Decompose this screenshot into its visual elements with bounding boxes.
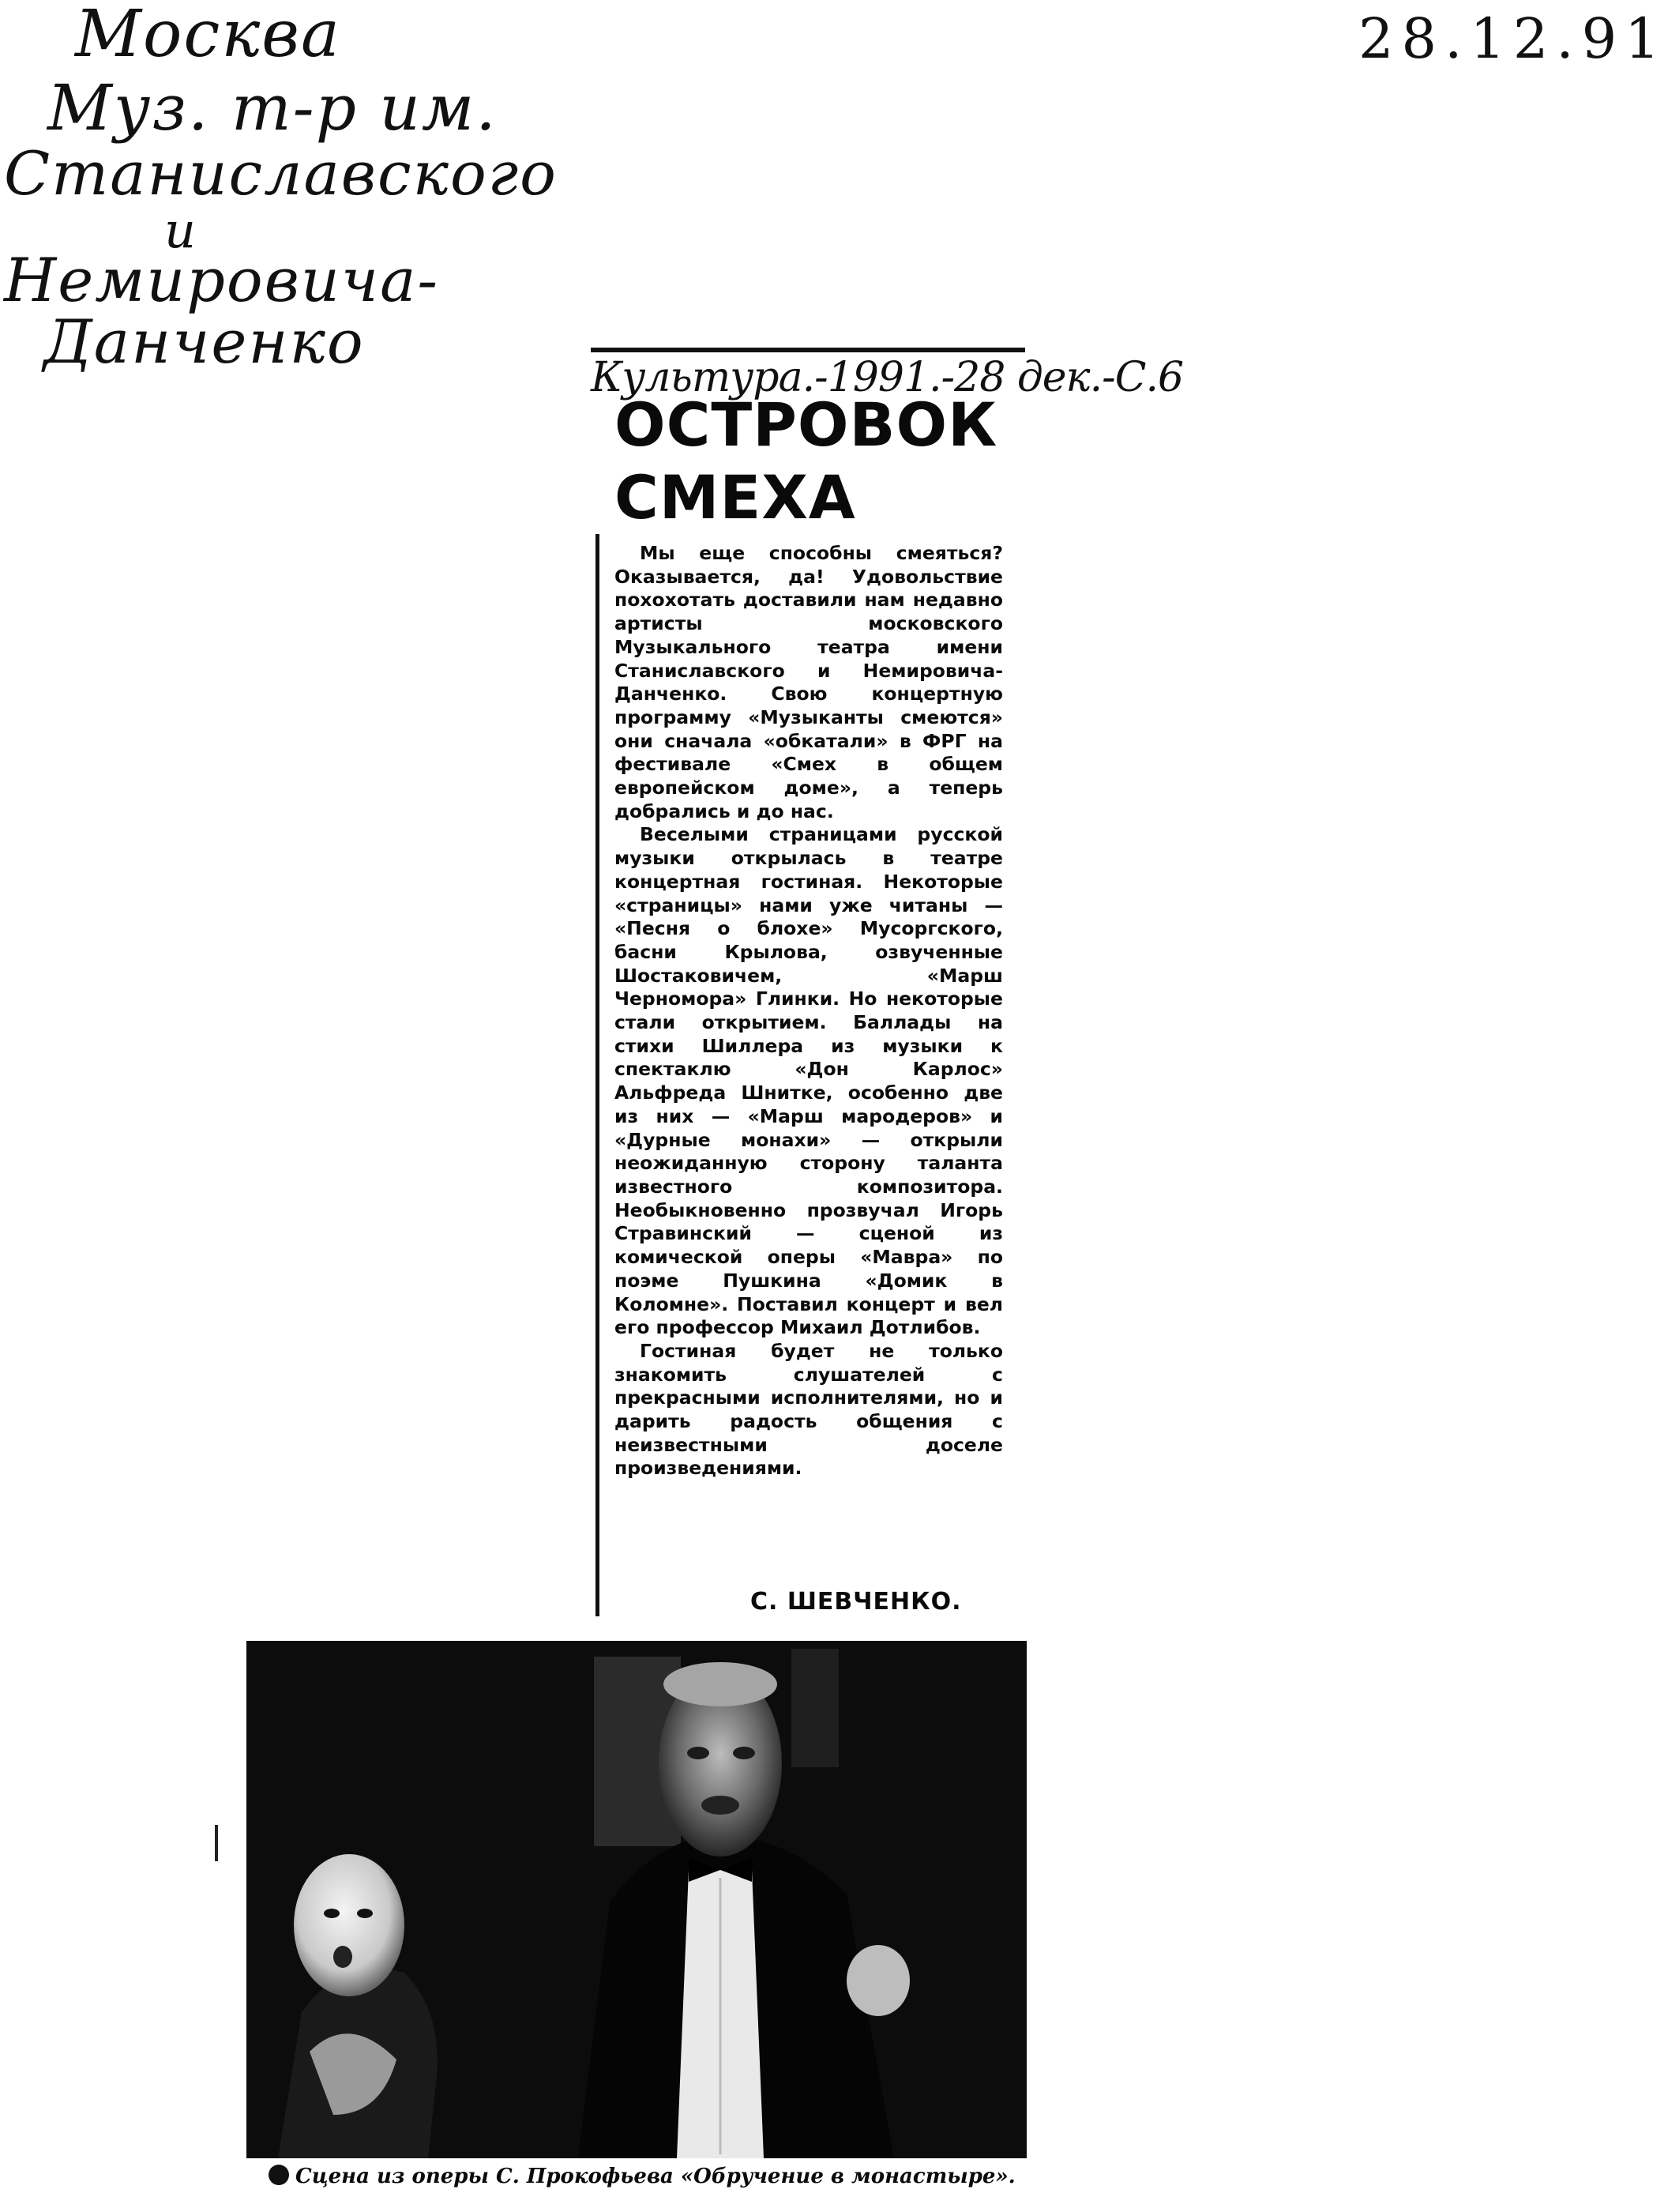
source-citation: Культура.-1991.-28 дек.-С.6 xyxy=(591,348,1025,401)
headline-line-2: СМЕХА xyxy=(614,462,856,532)
photo-scene-graphic xyxy=(246,1641,1027,2158)
photo-caption-text: Сцена из оперы С. Прокофьева «Обручение в монастыре». xyxy=(295,2165,1016,2188)
handwritten-city: Москва xyxy=(75,0,341,72)
caption-bullet-icon xyxy=(269,2165,289,2185)
byline: С. ШЕВЧЕНКО. xyxy=(750,1588,962,1616)
article-body xyxy=(614,542,1003,1480)
article-paragraph-2: Веселыми страницами русской музыки открылась в театре концертная гостиная. Некоторые «страницы» нами уже читаны — «Песня о блохе» Мусоргского, басни Крылова, озвученные Шостаковичем, «Марш Черномора» Глинки. Но некоторые стали открытием. Баллады на стихи Шиллера из музыки к спектаклю «Дон Карлос» Альфреда Шнитке, особенно две из них — «Марш мародеров» и «Дурные монахи» — открыли неожиданную сторону таланта известного композитора. Необыкновенно прозвучал Игорь Стравинский — сценой из комической оперы «Мавра» по поэме Пушкина «Домик в Коломне». Поставил концерт и вел его профессор Михаил Дотлибов. xyxy=(614,823,1003,1339)
handwritten-date: 28.12.91 xyxy=(1358,6,1668,71)
article-paragraph-1: Мы еще способны смеяться? Оказывается, да! Удовольствие похохотать доставили нам недавно артисты московского Музыкального театра имени Станиславского и Немировича-Данченко. Свою концертную программу «Музыканты смеются» они сначала «обкатали» в ФРГ на фестивале «Смех в общем европейском доме», а теперь добрались и до нас. xyxy=(614,542,1003,822)
column-rule xyxy=(595,534,599,1616)
handwritten-theatre-line-5: Данченко xyxy=(43,307,365,377)
article-paragraph-3: Гостиная будет не только знакомить слушателей с прекрасными исполнителями, но и дарить радость общения с неизвестными доселе произведениями. xyxy=(614,1339,1003,1480)
stray-mark xyxy=(215,1825,218,1861)
handwritten-theatre-line-2: Станиславского xyxy=(4,138,558,209)
photo-caption xyxy=(269,2165,1016,2188)
handwritten-theatre-line-4: Немировича- xyxy=(4,245,440,315)
headline-line-1: ОСТРОВОК xyxy=(614,389,998,460)
handwritten-theatre-line-1: Муз. т-р им. xyxy=(47,71,498,145)
article-photo xyxy=(246,1641,1027,2158)
handwritten-theatre-line-3: и xyxy=(164,201,197,259)
